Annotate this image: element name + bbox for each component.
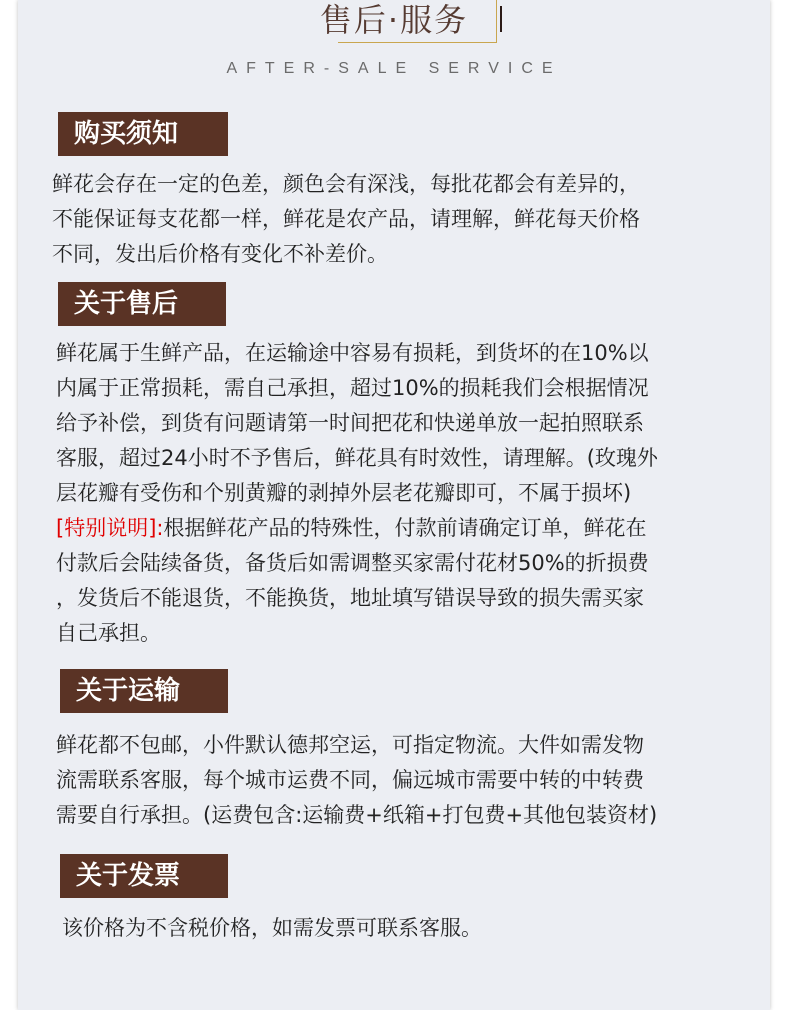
body-line: 鲜花属于生鲜产品，在运输途中容易有损耗，到货坏的在10%以 [56, 341, 649, 365]
body-line: 鲜花会存在一定的色差，颜色会有深浅，每批花都会有差异的， [52, 172, 640, 196]
body-line: 需要自行承担。(运费包含:运输费+纸箱+打包费+其他包装资材) [56, 803, 658, 827]
body-line: 给予补偿，到货有问题请第一时间把花和快递单放一起拍照联系 [56, 411, 644, 435]
body-line: 该价格为不含税价格，如需发票可联系客服。 [62, 916, 482, 940]
body-line: 不能保证每支花都一样，鲜花是农产品，请理解，鲜花每天价格 [52, 207, 640, 231]
body-line: 层花瓣有受伤和个别黄瓣的剥掉外层老花瓣即可，不属于损坏) [56, 481, 632, 505]
title-tick-mark [500, 6, 502, 32]
section-body-invoice [62, 911, 482, 946]
special-note-text: 根据鲜花产品的特殊性，付款前请确定订单，鲜花在 [163, 516, 647, 540]
section-body-shipping [56, 728, 657, 833]
page-subtitle: AFTER-SALE SERVICE [226, 60, 562, 77]
section-body-after-sale [56, 336, 658, 651]
body-line: 客服，超过24小时不予售后，鲜花具有时效性，请理解。(玫瑰外 [56, 446, 658, 470]
section-body-purchase-notice [52, 167, 640, 272]
page-title: 售后·服务 [319, 1, 469, 39]
title-area [18, 0, 770, 50]
section-heading-purchase-notice: 购买须知 [58, 112, 228, 156]
body-line: 自己承担。 [56, 621, 161, 645]
body-line: 鲜花都不包邮，小件默认德邦空运，可指定物流。大件如需发物 [56, 733, 644, 757]
body-line: 内属于正常损耗，需自己承担，超过10%的损耗我们会根据情况 [56, 376, 649, 400]
body-line: 不同，发出后价格有变化不补差价。 [52, 242, 388, 266]
special-note-line [56, 511, 658, 546]
body-line: 付款后会陆续备货，备货后如需调整买家需付花材50%的折损费 [56, 551, 649, 575]
special-note-label: [特别说明]: [56, 516, 164, 540]
body-line: 流需联系客服，每个城市运费不同，偏远城市需要中转的中转费 [56, 768, 644, 792]
section-heading-shipping: 关于运输 [60, 669, 228, 713]
section-heading-invoice: 关于发票 [60, 854, 228, 898]
body-line: ，发货后不能退货，不能换货，地址填写错误导致的损失需买家 [56, 586, 644, 610]
after-sale-panel [18, 0, 770, 1010]
section-heading-after-sale: 关于售后 [58, 282, 226, 326]
